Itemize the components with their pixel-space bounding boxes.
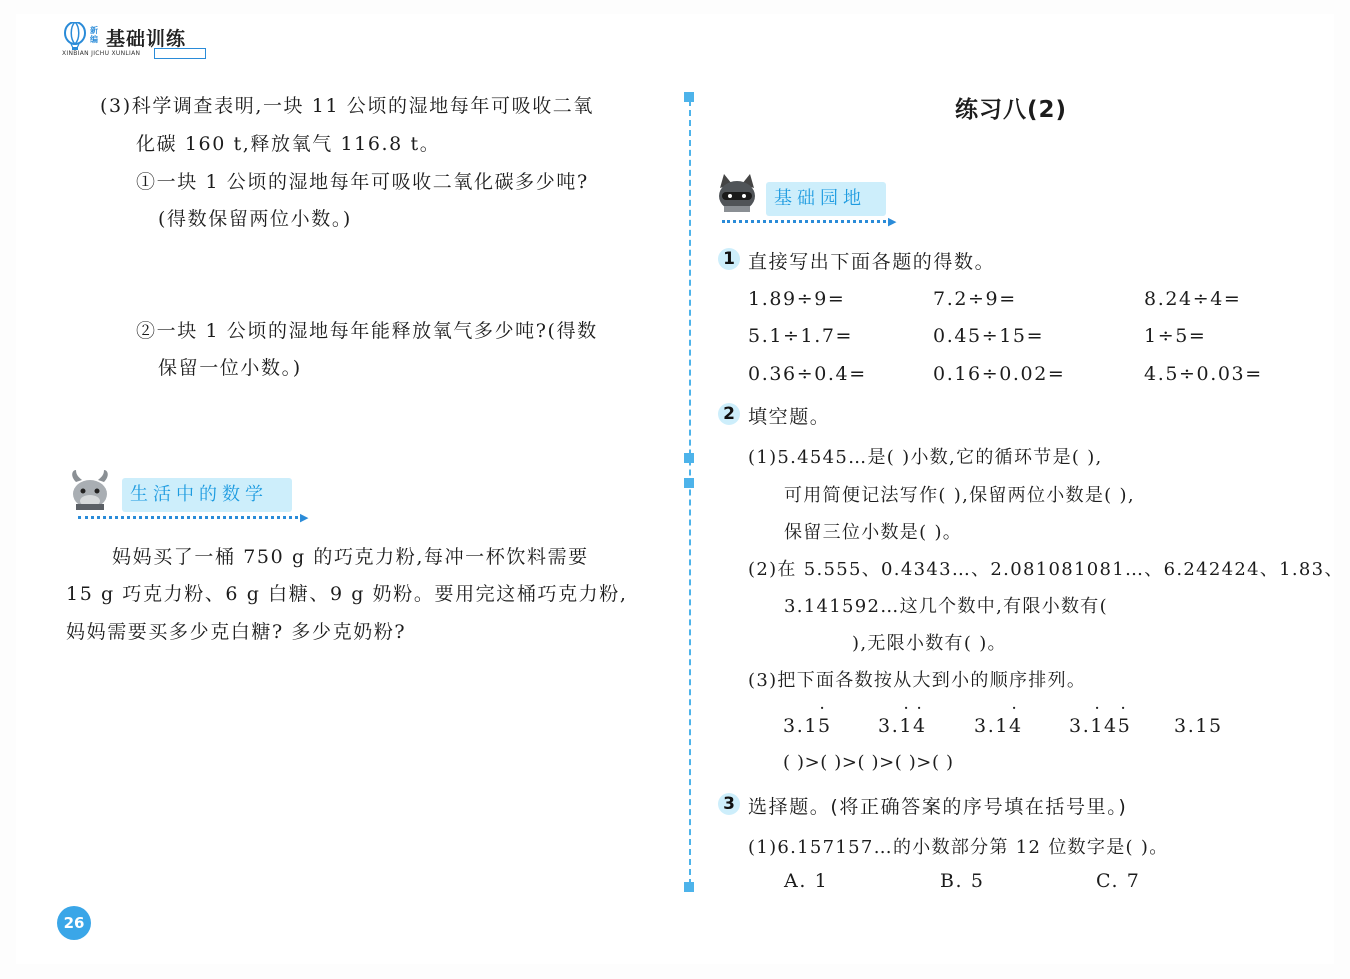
left-q3-line2: 化碳 160 t,释放氧气 116.8 t。 [136,133,441,155]
q3-option-b: B. 5 [940,870,985,892]
banner-dotted-line [722,220,892,223]
q2-part2-line2: 3.141592…这几个数中,有限小数有( [784,596,1108,617]
divider-marker [684,92,694,102]
q1-item: 1÷5= [1144,325,1207,347]
q2-part1-line3: 保留三位小数是( )。 [784,522,963,543]
mascot-icon [716,172,758,214]
repeat-dot: · [820,701,825,715]
logo-small-text: 新编 [90,26,98,44]
logo-subtitle: XINBIAN JICHU XUNLIAN [62,50,141,57]
q1-item: 5.1÷1.7= [748,325,854,347]
ox-mascot-icon [68,468,112,510]
left-q3-sub1-line1: ①一块 1 公顷的湿地每年可吸收二氧化碳多少吨? [136,171,589,193]
q1-item: 1.89÷9= [748,288,846,310]
logo-title: 基础训练 [106,28,187,50]
q2-prompt: 填空题。 [748,406,831,428]
q1-prompt: 直接写出下面各题的得数。 [748,251,996,273]
divider-marker [684,478,694,488]
question-number-3: 3 [718,793,740,815]
repeat-dot: · [1121,701,1126,715]
q2-part1-line2: 可用简便记法写作( ),保留两位小数是( ), [784,485,1135,506]
page-number: 26 [57,906,91,940]
sort-number: 3.15 [783,715,832,737]
q3-prompt: 选择题。(将正确答案的序号填在括号里。) [748,796,1128,818]
q3-option-c: C. 7 [1096,870,1141,892]
divider-marker [684,882,694,892]
exercise-title: 练习八(2) [955,97,1068,123]
banner-dotted-line [78,516,304,519]
repeat-dot: · [917,701,922,715]
header-logo [62,22,212,62]
q2-part3-line1: (3)把下面各数按从大到小的顺序排列。 [748,670,1087,691]
sort-number: 3.145 [1069,715,1132,737]
life-math-title: 生活中的数学 [122,478,292,512]
q1-item: 0.36÷0.4= [748,363,867,385]
q1-item: 0.45÷15= [933,325,1045,347]
arrow-right-icon: ▶ [300,511,309,524]
divider-marker [684,453,694,463]
left-q3-sub1-line2: (得数保留两位小数。) [158,208,352,230]
repeat-dot: · [904,701,909,715]
left-q3-sub2-line1: ②一块 1 公顷的湿地每年能释放氧气多少吨?(得数 [136,320,598,342]
q2-part2-line3: ),无限小数有( )。 [852,633,1007,654]
repeat-dot: · [1095,701,1100,715]
repeat-dot: · [1012,701,1017,715]
q1-item: 4.5÷0.03= [1144,363,1263,385]
logo-frame [154,48,206,59]
sort-number: 3.15 [1174,715,1223,737]
q2-part2-line1: (2)在 5.555、0.4343…、2.081081081…、6.242424、1.83、 [748,559,1344,580]
life-text-line2: 15 g 巧克力粉、6 g 白糖、9 g 奶粉。要用完这桶巧克力粉, [66,583,628,605]
life-text-line3: 妈妈需要买多少克白糖? 多少克奶粉? [66,621,407,643]
balloon-icon [62,22,88,50]
q1-item: 7.2÷9= [933,288,1017,310]
q3-part1: (1)6.157157…的小数部分第 12 位数字是( )。 [748,837,1169,858]
life-math-banner [68,474,318,524]
left-q3-line1: (3)科学调查表明,一块 11 公顷的湿地每年可吸收二氧 [100,95,595,117]
q3-option-a: A. 1 [784,870,829,892]
q1-item: 0.16÷0.02= [933,363,1066,385]
compare-blanks: ( )>( )>( )>( )>( ) [783,752,954,773]
basic-garden-banner [716,178,916,228]
sort-number: 3.14 [974,715,1023,737]
question-number-1: 1 [718,248,740,270]
q2-part1-line1: (1)5.4545…是( )小数,它的循环节是( ), [748,447,1103,468]
question-number-2: 2 [718,403,740,425]
column-divider [689,100,691,885]
arrow-right-icon: ▶ [888,215,897,228]
basic-garden-title: 基础园地 [766,182,886,216]
q1-item: 8.24÷4= [1144,288,1242,310]
sort-number: 3.14 [878,715,927,737]
left-q3-sub2-line2: 保留一位小数。) [158,357,302,379]
life-text-line1: 妈妈买了一桶 750 g 的巧克力粉,每冲一杯饮料需要 [112,546,589,568]
